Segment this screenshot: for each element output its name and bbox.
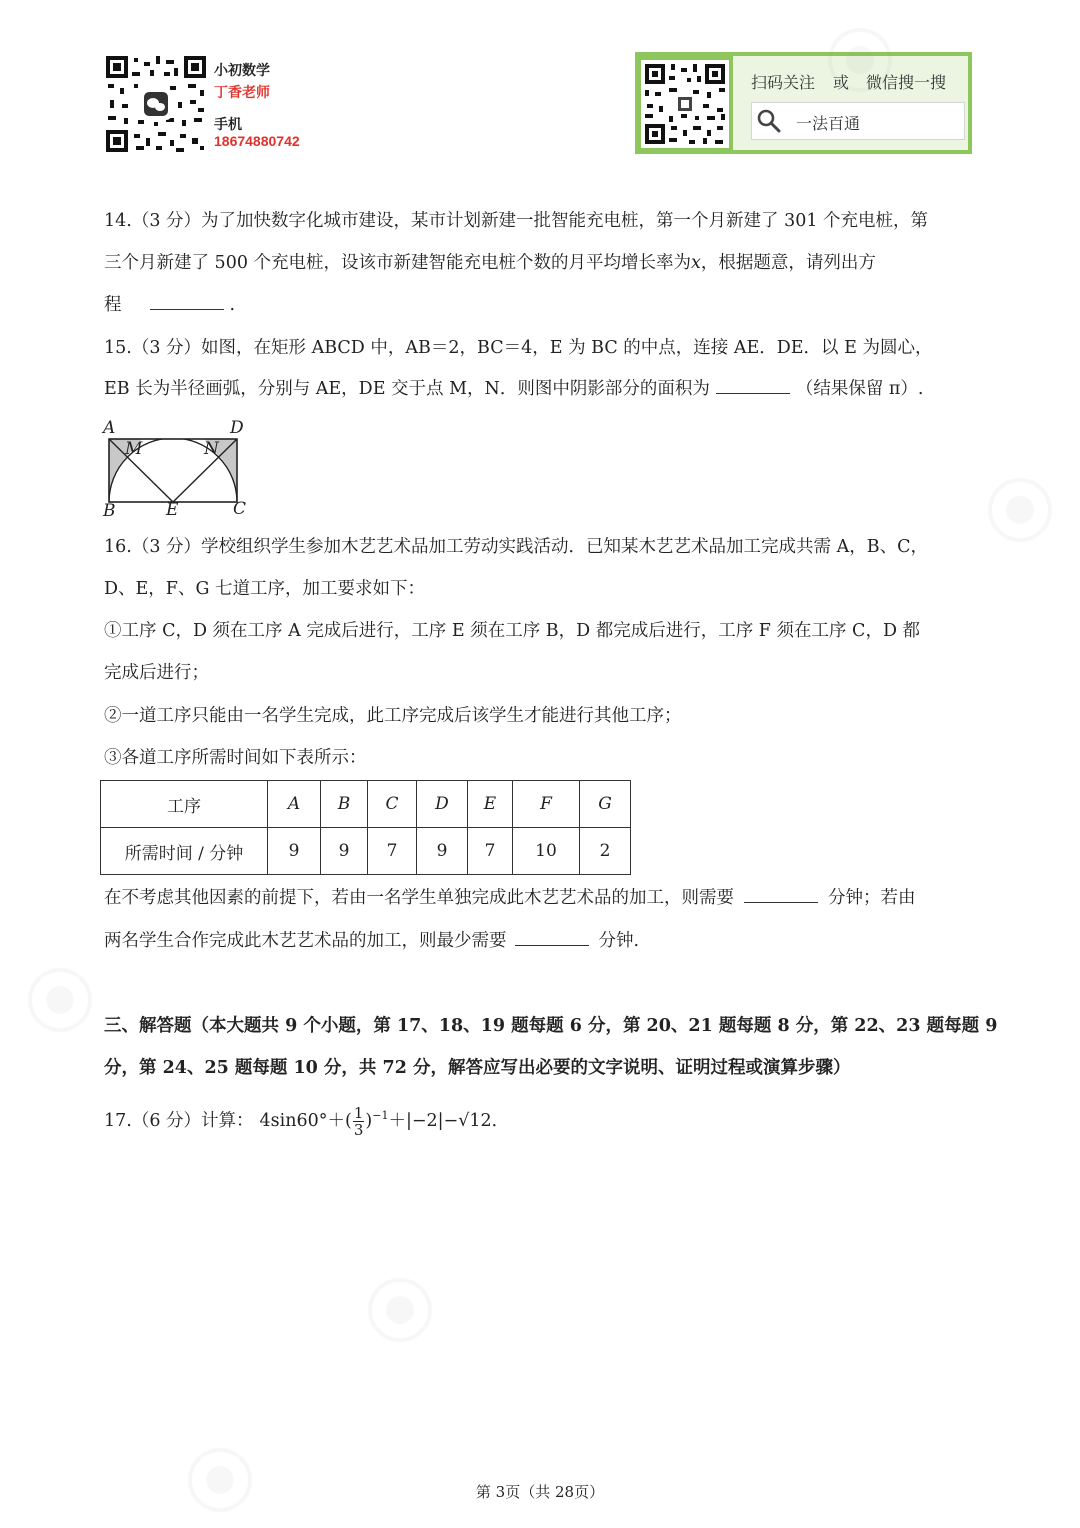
q14-line-2b: ，根据题意，请列出方 bbox=[700, 253, 876, 273]
q14-line-2a: 三个月新建了 500 个充电桩，设该市新建智能充电桩个数的月平均增长率为 bbox=[104, 253, 692, 273]
table-header-cell: D bbox=[417, 781, 468, 828]
watermark-logo-icon bbox=[180, 1440, 260, 1520]
q14-line-1: 14.（3 分）为了加快数字化城市建设，某市计划新建一批智能充电桩，第一个月新建了 301 个充电桩，第 bbox=[104, 211, 929, 231]
table-header-cell: 工序 bbox=[101, 781, 268, 828]
q16-rule-3: ③各道工序所需时间如下表所示： bbox=[104, 748, 367, 768]
q16-after-2b: 分钟. bbox=[598, 931, 640, 951]
watermark-logo-icon bbox=[980, 470, 1060, 550]
q17-prefix: 17.（6 分）计算： bbox=[104, 1110, 254, 1131]
q14-line-3-end: . bbox=[229, 295, 236, 315]
process-time-table bbox=[100, 780, 631, 875]
q17-line bbox=[104, 1104, 509, 1138]
q14-var-x: x bbox=[691, 253, 701, 273]
table-row bbox=[101, 781, 631, 828]
scan-text: 扫码关注 bbox=[751, 75, 816, 92]
q16-answer-blank-1 bbox=[744, 886, 818, 903]
table-cell: 10 bbox=[513, 828, 580, 875]
q15-line-2b: （结果保留 π）. bbox=[795, 379, 924, 399]
table-header-cell: F bbox=[513, 781, 580, 828]
q16-answer-blank-2 bbox=[515, 929, 589, 946]
search-box-text: 一法百通 bbox=[796, 116, 861, 133]
table-cell: 9 bbox=[268, 828, 321, 875]
q14-line-3 bbox=[104, 293, 235, 317]
search-icon bbox=[756, 108, 782, 134]
q17-fraction bbox=[353, 1105, 365, 1138]
q16-rule-1b: 完成后进行； bbox=[104, 663, 209, 683]
q15-answer-blank bbox=[716, 377, 790, 394]
card-line-2: 丁香老师 bbox=[214, 84, 270, 100]
label-m: M bbox=[125, 439, 143, 459]
table-cell: 9 bbox=[321, 828, 368, 875]
q16-after-1 bbox=[104, 886, 916, 910]
label-c: C bbox=[233, 499, 247, 519]
q15-figure bbox=[100, 416, 260, 520]
q16-after-1a: 在不考虑其他因素的前提下，若由一名学生单独完成此木艺艺术品的加工，则需要 bbox=[104, 888, 734, 908]
q17-expr-c: ＋|−2|−√12． bbox=[388, 1110, 510, 1131]
q16-line-1: 16.（3 分）学校组织学生参加木艺艺术品加工劳动实践活动．已知某木艺艺术品加工完成共需 A，B、C， bbox=[104, 537, 928, 557]
q16-rule-1a: ①工序 C，D 须在工序 A 完成后进行，工序 E 须在工序 B，D 都完成后进行，工序 F 须在工序 C，D 都 bbox=[104, 621, 921, 641]
q17-frac-num: 1 bbox=[353, 1103, 364, 1122]
q17-expr-a: 4sin60°＋( bbox=[259, 1110, 352, 1131]
q16-after-1b: 分钟；若由 bbox=[828, 888, 916, 908]
label-b: B bbox=[103, 501, 116, 520]
table-header-cell: A bbox=[268, 781, 321, 828]
section-3-heading-2: 分，第 24、25 题每题 10 分，共 72 分，解答应写出必要的文字说明、证明过程或演算步骤） bbox=[104, 1058, 851, 1078]
label-a: A bbox=[103, 418, 116, 438]
q16-after-2 bbox=[104, 929, 639, 953]
table-cell: 所需时间 / 分钟 bbox=[101, 828, 268, 875]
card-line-3: 手机 bbox=[214, 116, 242, 132]
q16-line-2: D、E，F、G 七道工序，加工要求如下： bbox=[104, 579, 425, 599]
q14-line-2 bbox=[104, 251, 876, 275]
qr-code-left bbox=[104, 54, 208, 154]
table-header-cell: G bbox=[580, 781, 631, 828]
table-row bbox=[101, 828, 631, 875]
watermark-logo-icon bbox=[360, 1270, 440, 1350]
q15-line-2a: EB 长为半径画弧，分别与 AE，DE 交于点 M，N．则图中阴影部分的面积为 bbox=[104, 379, 710, 399]
table-header-cell: C bbox=[368, 781, 417, 828]
page-number: 第 3页（共 28页） bbox=[475, 1483, 605, 1501]
qr-code-right bbox=[641, 60, 729, 148]
table-cell: 7 bbox=[468, 828, 513, 875]
q17-frac-den: 3 bbox=[353, 1120, 364, 1139]
label-d: D bbox=[230, 418, 244, 438]
table-cell: 9 bbox=[417, 828, 468, 875]
section-3-heading-1: 三、解答题（本大题共 9 个小题，第 17、18、19 题每题 6 分，第 20、21 题每题 8 分，第 22、23 题每题 9 bbox=[104, 1016, 998, 1036]
search-box bbox=[751, 102, 965, 140]
q16-rule-2: ②一道工序只能由一名学生完成，此工序完成后该学生才能进行其他工序； bbox=[104, 706, 682, 726]
or-text: 或 bbox=[833, 75, 850, 92]
card-line-1: 小初数学 bbox=[214, 62, 270, 78]
label-e: E bbox=[166, 500, 179, 520]
q17-expr-b: ) bbox=[365, 1110, 373, 1131]
q14-answer-blank bbox=[150, 293, 224, 310]
table-header-cell: E bbox=[468, 781, 513, 828]
table-cell: 2 bbox=[580, 828, 631, 875]
card-phone: 18674880742 bbox=[214, 133, 300, 149]
watermark-logo-icon bbox=[20, 960, 100, 1040]
label-n: N bbox=[204, 439, 219, 459]
q16-after-2a: 两名学生合作完成此木艺艺术品的加工，则最少需要 bbox=[104, 931, 507, 951]
q14-line-3-text: 程 bbox=[104, 295, 122, 315]
follow-banner bbox=[635, 52, 972, 154]
q17-exponent: −1 bbox=[372, 1109, 389, 1122]
q15-line-1: 15.（3 分）如图，在矩形 ABCD 中，AB＝2，BC＝4，E 为 BC 的中点，连接 AE．DE．以 E 为圆心， bbox=[104, 338, 933, 358]
table-header-cell: B bbox=[321, 781, 368, 828]
search-text: 微信搜一搜 bbox=[866, 75, 947, 92]
q15-line-2 bbox=[104, 377, 923, 401]
table-cell: 7 bbox=[368, 828, 417, 875]
watermark-logo-icon bbox=[820, 20, 900, 100]
